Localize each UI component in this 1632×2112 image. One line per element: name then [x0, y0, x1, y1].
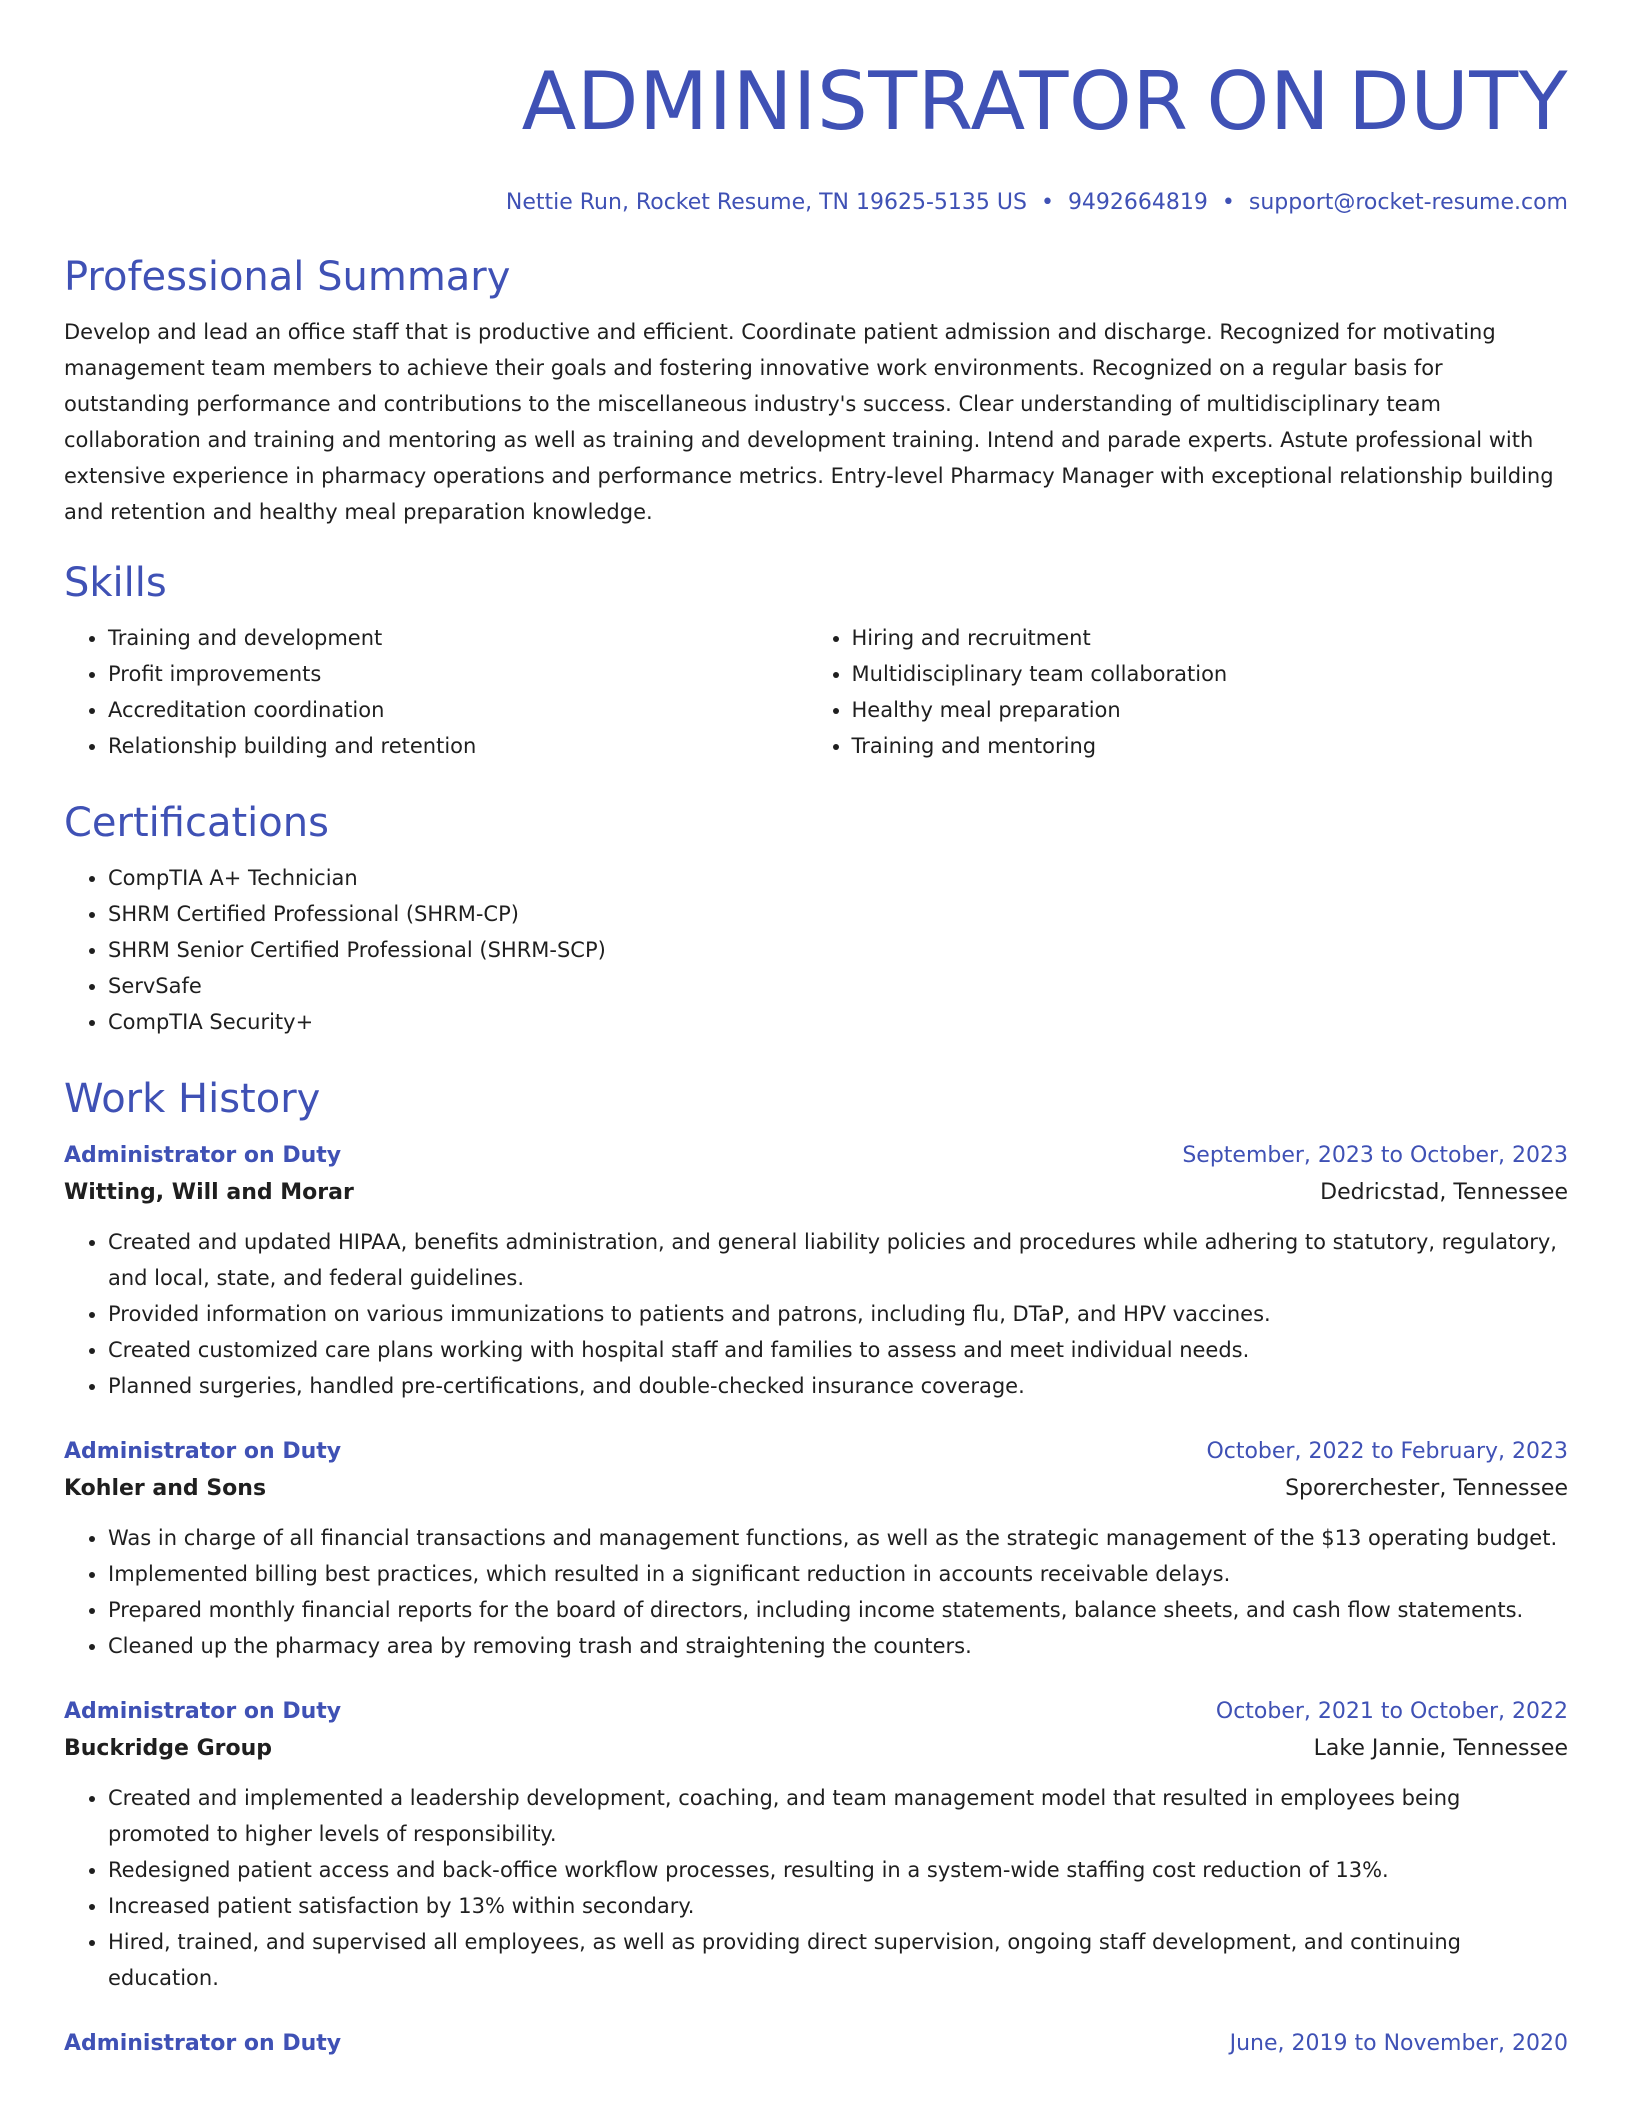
job-bullet: • Cleaned up the pharmacy area by removing trash and straightening the counters.	[108, 1628, 1568, 1664]
skill-item: • Accreditation coordination	[108, 692, 808, 728]
skill-item: • Hiring and recruitment	[852, 620, 1568, 656]
job-bullets	[64, 1780, 1568, 1996]
job-location: Sporerchester, Tennessee	[1285, 1476, 1568, 1501]
job-entry	[64, 2026, 1568, 2062]
certification-item: • SHRM Certified Professional (SHRM-CP)	[108, 896, 1568, 932]
job-bullet: • Created and updated HIPAA, benefits administration, and general liability policies and procedures while adhering to statutory, regulatory, and local, state, and federal guidelines.	[108, 1224, 1568, 1296]
summary-text: Develop and lead an office staff that is productive and efficient. Coordinate patient admission and discharge. Recognized for motivating management team members to achieve their goals and fostering innovative work environments. Recognized on a regular basis for outstanding performance and contributions to the miscellaneous industry's success. Clear understanding of multidisciplinary team collaboration and training and mentoring as well as training and development training. Intend and parade experts. Astute professional with extensive experience in pharmacy operations and performance metrics. Entry-level Pharmacy Manager with exceptional relationship building and retention and healthy meal preparation knowledge.	[64, 320, 1554, 524]
job-location: Lake Jannie, Tennessee	[1313, 1736, 1568, 1761]
resume-header	[64, 50, 1568, 218]
job-bullet: • Was in charge of all financial transactions and management functions, as well as the strategic management of the $13 operating budget.	[108, 1520, 1568, 1556]
job-company-row	[64, 1470, 1568, 1508]
certifications-heading: Certifications	[64, 800, 329, 846]
skill-item: • Training and development	[108, 620, 808, 656]
job-bullet: • Redesigned patient access and back-office workflow processes, resulting in a system-wide staffing cost reduction of 13%.	[108, 1852, 1568, 1888]
job-bullet: • Prepared monthly financial reports for the board of directors, including income statements, balance sheets, and cash flow statements.	[108, 1592, 1568, 1628]
contact-line	[64, 188, 1568, 218]
contact-phone: 9492664819	[1067, 190, 1208, 215]
skill-item: • Profit improvements	[108, 656, 808, 692]
job-dates: September, 2023 to October, 2023	[1182, 1143, 1568, 1168]
job-bullet: • Provided information on various immunizations to patients and patrons, including flu, DTaP, and HPV vaccines.	[108, 1296, 1568, 1332]
job-entry	[64, 1138, 1568, 1404]
contact-separator: •	[1040, 190, 1054, 215]
job-dates: October, 2021 to October, 2022	[1215, 1699, 1568, 1724]
skill-item: • Relationship building and retention	[108, 728, 808, 764]
job-bullet: • Implemented billing best practices, which resulted in a significant reduction in accounts receivable delays.	[108, 1556, 1568, 1592]
job-company-row	[64, 1730, 1568, 1768]
job-company-row	[64, 1174, 1568, 1212]
job-dates: June, 2019 to November, 2020	[1229, 2031, 1568, 2056]
contact-address: Nettie Run, Rocket Resume, TN 19625-5135 US	[505, 190, 1027, 215]
job-bullet: • Created customized care plans working with hospital staff and families to assess and meet individual needs.	[108, 1332, 1568, 1368]
job-header-row	[64, 1694, 1568, 1730]
job-entry	[64, 1694, 1568, 1996]
skill-item: • Training and mentoring	[852, 728, 1568, 764]
job-bullets	[64, 1520, 1568, 1664]
work-history-heading: Work History	[64, 1076, 321, 1122]
skill-item: • Healthy meal preparation	[852, 692, 1568, 728]
certification-item: • CompTIA Security+	[108, 1004, 1568, 1040]
job-company: Buckridge Group	[64, 1736, 273, 1761]
certification-item: • SHRM Senior Certified Professional (SHRM-SCP)	[108, 932, 1568, 968]
certification-item: • ServSafe	[108, 968, 1568, 1004]
skills-heading: Skills	[64, 560, 167, 606]
job-header-row	[64, 2026, 1568, 2062]
job-bullet: • Planned surgeries, handled pre-certifications, and double-checked insurance coverage.	[108, 1368, 1568, 1404]
job-bullet: • Created and implemented a leadership development, coaching, and team management model that resulted in employees being promoted to higher levels of responsibility.	[108, 1780, 1568, 1852]
summary-heading: Professional Summary	[64, 254, 511, 300]
job-dates: October, 2022 to February, 2023	[1206, 1439, 1568, 1464]
job-header-row	[64, 1434, 1568, 1470]
skills-column-right	[808, 620, 1568, 764]
certification-item: • CompTIA A+ Technician	[108, 860, 1568, 896]
contact-email: support@rocket-resume.com	[1248, 190, 1568, 215]
job-entry	[64, 1434, 1568, 1664]
contact-separator: •	[1221, 190, 1235, 215]
job-company: Witting, Will and Morar	[64, 1180, 354, 1205]
job-bullets	[64, 1224, 1568, 1404]
job-location: Dedricstad, Tennessee	[1320, 1180, 1568, 1205]
skills-column-left	[64, 620, 808, 764]
candidate-name: ADMINISTRATOR ON DUTY	[521, 55, 1568, 148]
job-title: Administrator on Duty	[64, 1143, 342, 1168]
skill-item: • Multidisciplinary team collaboration	[852, 656, 1568, 692]
job-bullet: • Hired, trained, and supervised all employees, as well as providing direct supervision, ongoing staff development, and continuing education.	[108, 1924, 1568, 1996]
skills-list	[64, 620, 1568, 764]
job-company: Kohler and Sons	[64, 1476, 267, 1501]
job-title: Administrator on Duty	[64, 1439, 342, 1464]
job-title: Administrator on Duty	[64, 1699, 342, 1724]
job-title: Administrator on Duty	[64, 2031, 342, 2056]
job-header-row	[64, 1138, 1568, 1174]
certifications-list	[64, 860, 1568, 1040]
job-bullet: • Increased patient satisfaction by 13% within secondary.	[108, 1888, 1568, 1924]
